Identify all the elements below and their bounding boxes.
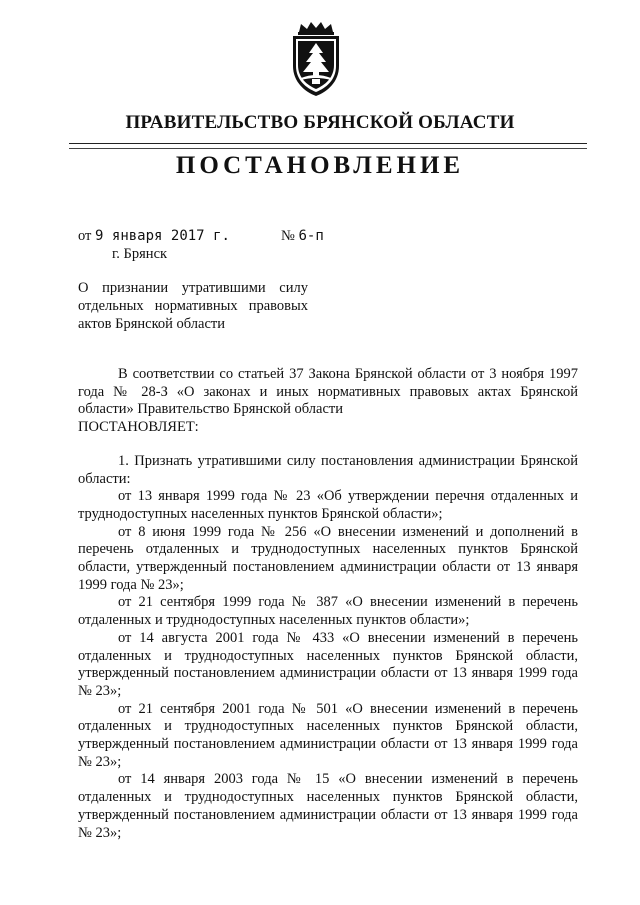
list-item: от 13 января 1999 года № 23 «Об утверждении перечня отдаленных и труднодоступных населенных пунктов Брянской области»; (78, 488, 578, 522)
list-item: от 21 сентября 1999 года № 387 «О внесении изменений в перечень отдаленных и труднодоступных населенных пунктов области»; (78, 594, 578, 629)
city: г. Брянск (112, 246, 168, 262)
date-value: 9 января 2017 г. (95, 228, 230, 244)
subject-line: О признании утратившими силу (78, 280, 308, 296)
list-item: от 8 июня 1999 года № 256 «О внесении изменений и дополнений в перечень отдаленных и труднодоступных населенных пунктов Брянской области, утвержденный постановлением администрации области от 13 января 1999 года № 23»; (78, 523, 578, 593)
document-type-title: ПОСТАНОВЛЕНИЕ (175, 152, 465, 179)
number-value: 6-п (298, 228, 324, 244)
document-body (78, 366, 578, 842)
preamble-paragraph: В соответствии со статьей 37 Закона Брянской области от 3 ноября 1997 года № 28-З «О законах и иных нормативных правовых актах Брянской области» Правительство Брянской области (78, 366, 578, 418)
date-line (78, 228, 230, 245)
organization-title: ПРАВИТЕЛЬСТВО БРЯНСКОЙ ОБЛАСТИ (125, 112, 515, 133)
date-prefix: от (78, 228, 92, 244)
list-item: от 21 сентября 2001 года № 501 «О внесении изменений в перечень отдаленных и труднодоступных населенных пунктов Брянской области, утвержденный постановлением администрации области от 13 января 1999 года № 23»; (78, 700, 578, 770)
clause-paragraph: 1. Признать утратившими силу постановления администрации Брянской области: (78, 452, 578, 487)
decree-word: ПОСТАНОВЛЯЕТ: (78, 419, 199, 436)
number-prefix: № (281, 228, 295, 244)
number-line (281, 228, 324, 245)
header-rule-top (69, 143, 587, 144)
list-item: от 14 января 2003 года № 15 «О внесении изменений в перечень отдаленных и труднодоступных населенных пунктов Брянской области, утвержденный постановлением администрации области от 13 января 1999 года № 23»; (78, 771, 578, 841)
subject-block (78, 279, 308, 333)
header-rule-bottom (69, 148, 587, 149)
subject-line: актов Брянской области (78, 316, 226, 332)
coat-of-arms-icon (287, 22, 345, 98)
list-item: от 14 августа 2001 года № 433 «О внесении изменений в перечень отдаленных и труднодоступных населенных пунктов Брянской области, утвержденный постановлением администрации области от 13 января 1999 года № 23»; (78, 629, 578, 699)
subject-line: отдельных нормативных правовых (78, 298, 308, 314)
